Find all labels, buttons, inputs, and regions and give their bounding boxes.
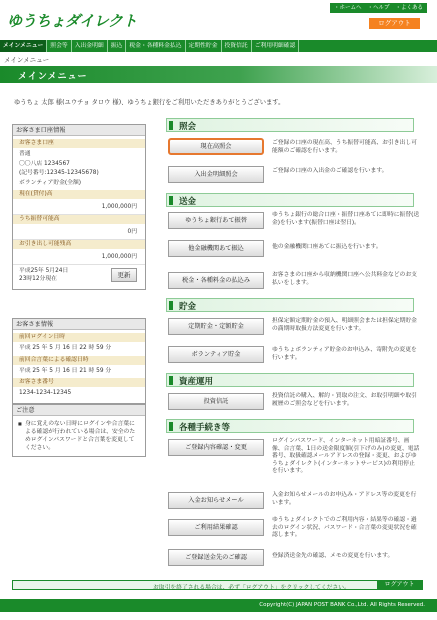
customer-number-value: 1234-1234-12345 — [19, 390, 72, 396]
balance-label: 現在(貸付)高 — [13, 190, 145, 199]
statement-inquiry-button[interactable]: 入出金明細照会 — [168, 166, 264, 183]
section-procedures — [166, 419, 414, 433]
page-title: メインメニュー — [18, 72, 88, 82]
deposit-mail-desc: 入金お知らせメールのお申込み・アドレス等の変更を行います。 — [272, 492, 417, 506]
section-inquiry-title: 照会 — [179, 122, 197, 132]
top-links — [330, 3, 427, 13]
tax-payment-desc: お客さまの口座から収納機関口座へ公共料金などのお支払いをします。 — [272, 272, 417, 286]
update-button[interactable]: 更新 — [111, 268, 137, 282]
section-marker — [169, 121, 173, 130]
registration-change-button[interactable]: ご登録内容確認・変更 — [168, 439, 264, 456]
investment-trust-desc: 投資信託の購入、解約・買取の注文、お取引明細や取引履歴のご照会などを行います。 — [272, 393, 417, 407]
other-bank-desc: 他の金融機関口座あてに振込を行います。 — [272, 244, 382, 250]
nav-inquiry[interactable]: 照会等 — [47, 40, 71, 52]
account-type: 普通 — [19, 151, 31, 157]
footer-bar — [12, 580, 423, 590]
logout-button-top[interactable]: ログアウト — [369, 18, 420, 29]
nav-transfer[interactable]: 振込 — [108, 40, 127, 52]
copyright-bar — [0, 599, 437, 612]
update-row — [13, 265, 145, 289]
fixed-deposit-button[interactable]: 定期貯金・定額貯金 — [168, 318, 264, 335]
update-date — [19, 268, 68, 283]
help-link[interactable]: ・ヘルプ — [367, 5, 390, 11]
nav-fixed[interactable]: 定期性貯金 — [186, 40, 222, 52]
logo[interactable]: ゆうちょダイレクト — [7, 12, 137, 30]
update-date-day: 平成25年 5月24日 — [19, 268, 69, 274]
balance-inquiry-button[interactable]: 現在高照会 — [168, 138, 264, 155]
customer-number-label: お客さま番号 — [13, 378, 145, 387]
nav-trust[interactable]: 投資信託 — [222, 40, 252, 52]
customer-info-panel — [12, 318, 146, 404]
logout-button-bottom[interactable]: ログアウト — [377, 580, 422, 590]
section-marker — [169, 301, 173, 310]
transfer-label: うち振替可能高 — [13, 215, 145, 224]
section-procedures-title: 各種手続き等 — [179, 423, 231, 433]
payee-check-desc: 登録済送金先の確認、メモの変更を行います。 — [272, 553, 394, 559]
footer-note: お取引を終了される場合は、必ず「ログアウト」をクリックしてください。 — [153, 585, 350, 591]
usage-check-desc: ゆうちょダイレクトでのご利用内容・結果等の確認・過去のログイン状況、パスワード・合言葉の変更状況を確認します。 — [272, 517, 417, 538]
page-title-bar — [0, 66, 437, 83]
section-savings-title: 貯金 — [179, 302, 197, 312]
faq-link[interactable]: ・よくある — [395, 5, 423, 11]
section-transfer-title: 送金 — [179, 197, 197, 207]
notice-panel — [12, 404, 146, 457]
last-word-label: 前回合言葉による確認日時 — [13, 356, 145, 365]
notice-heading: ご注意 — [13, 405, 145, 416]
yucho-transfer-desc: ゆうちょ銀行の総合口座・振替口座あてに即時に振替(送金)を行います(振替口座は翌日)。 — [272, 212, 420, 226]
statement-inquiry-desc: ご登録の口座の入出金のご確認を行います。 — [272, 168, 388, 174]
account-volunteer: ボランティア貯金(全額) — [19, 179, 82, 186]
section-investment — [166, 373, 414, 387]
nav-main-menu[interactable]: メインメニュー — [0, 40, 47, 52]
section-transfer — [166, 193, 414, 207]
transfer-value: 0円 — [13, 224, 145, 240]
volunteer-savings-button[interactable]: ボランティア貯金 — [168, 346, 264, 363]
last-word-value: 平成 25 年 5 月 16 日 21 時 59 分 — [19, 367, 112, 374]
last-login-label: 前回ログイン日時 — [13, 333, 145, 342]
withdraw-value: 1,000,000円 — [13, 249, 145, 265]
section-investment-title: 資産運用 — [179, 377, 214, 387]
balance-inquiry-desc: ご登録の口座の現在高、うち振替可能高、お引き出し可能額のご確認を行います。 — [272, 140, 417, 154]
last-login-value: 平成 25 年 5 月 16 日 22 時 59 分 — [19, 345, 112, 351]
tax-payment-button[interactable]: 税金・各種料金の払込み — [168, 272, 264, 289]
info-heading: お客さま情報 — [13, 319, 145, 330]
section-marker — [169, 196, 173, 205]
account-heading: お客さま口座情報 — [13, 125, 145, 136]
section-marker — [169, 376, 173, 385]
welcome-message: ゆうちょ 太郎 様(ユウチョ タロウ 様)、ゆうちょ銀行をご利用いただきありがとうございます。 — [14, 99, 285, 106]
withdraw-label: お引き出し可能残高 — [13, 240, 145, 249]
account-panel — [12, 124, 146, 290]
main-nav — [0, 40, 437, 52]
payee-check-button[interactable]: ご登録送金先のご確認 — [168, 549, 264, 566]
section-inquiry — [166, 118, 414, 132]
nav-usage[interactable]: ご利用明細確認 — [252, 40, 300, 52]
breadcrumb: メインメニュー — [4, 56, 50, 64]
home-link[interactable]: ・ホームへ — [333, 5, 362, 11]
other-bank-button[interactable]: 他金融機関あて振込 — [168, 240, 264, 257]
investment-trust-button[interactable]: 投資信託 — [168, 393, 264, 410]
usage-check-button[interactable]: ご利用結果確認 — [168, 519, 264, 536]
deposit-mail-button[interactable]: 入金お知らせメール — [168, 492, 264, 509]
notice-text: ■ 身に覚えのない日時にログインや合言葉による確認が行われている場合は、安全のためログインパスワードと合言葉を変更してください。 — [13, 416, 145, 456]
volunteer-savings-desc: ゆうちょボランティア貯金のお申込み、寄附先の変更を行います。 — [272, 347, 417, 361]
nav-tax[interactable]: 税金・各種料金払込 — [126, 40, 185, 52]
account-branch: 〇〇八店 1234567 — [19, 160, 70, 167]
section-savings — [166, 298, 414, 312]
account-number: (記号番号:12345-12345678) — [19, 170, 99, 176]
registration-change-desc: ログインパスワード、インターネット用暗証番号、画像、合言葉、1日の送金限度額(引下げのみ)の変更、電話番号、取扱確認メールアドレスの登録・変更、およびゆうちょダイレクト(インターネットサービス)の利用停止を行います。 — [272, 438, 420, 474]
copyright: Copyright(C) JAPAN POST BANK Co.,Ltd. All Rights Reserved. — [259, 602, 425, 608]
nav-statement[interactable]: 入出金明細 — [72, 40, 108, 52]
fixed-deposit-desc: 担保定額定期貯金の預入、明細照会または担保定期貯金の満期時取扱方法変更を行います。 — [272, 318, 417, 332]
header — [0, 0, 437, 37]
update-date-time: 23時12分現在 — [19, 275, 57, 282]
balance-value: 1,000,000円 — [13, 199, 145, 215]
account-label: お客さま口座 — [13, 139, 145, 148]
section-marker — [169, 422, 173, 431]
yucho-transfer-button[interactable]: ゆうちょ銀行あて振替 — [168, 212, 264, 229]
